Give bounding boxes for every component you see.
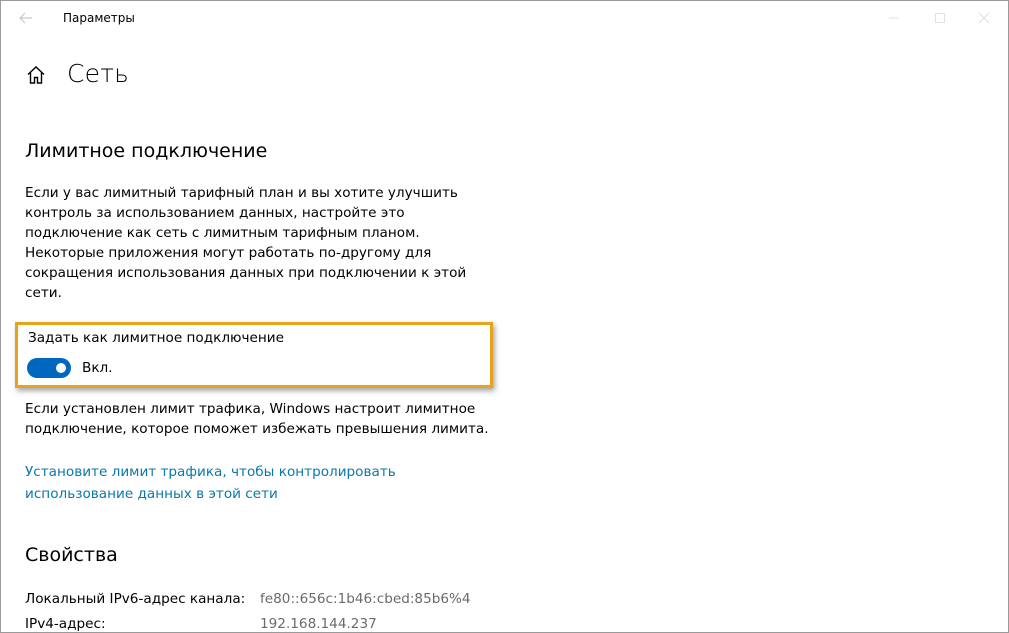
properties-section-title: Свойства	[25, 544, 118, 566]
ipv6-label: Локальный IPv6-адрес канала:	[25, 591, 246, 607]
description-line: контроль за использованием данных, настройте это	[25, 205, 405, 221]
link-line: Установите лимит трафика, чтобы контролировать	[25, 464, 396, 480]
metered-toggle-state: Вкл.	[82, 360, 113, 376]
limit-note-line: Если установлен лимит трафика, Windows настроит лимитное	[25, 401, 476, 417]
title-bar	[1, 1, 1008, 35]
back-button[interactable]	[11, 5, 41, 31]
metered-description	[25, 183, 466, 303]
home-icon	[25, 64, 47, 86]
maximize-icon	[934, 12, 946, 24]
ipv4-value: 192.168.144.237	[260, 616, 377, 632]
description-line: подключение как сеть с лимитным тарифным планом.	[25, 225, 420, 241]
metered-toggle-label: Задать как лимитное подключение	[28, 330, 284, 346]
description-line: Если у вас лимитный тарифный план и вы хотите улучшить	[25, 185, 458, 201]
app-title: Параметры	[63, 11, 135, 25]
minimize-icon	[888, 12, 900, 24]
page-title: Сеть	[67, 59, 130, 88]
link-line: использование данных в этой сети	[25, 486, 278, 502]
minimize-button[interactable]	[881, 7, 907, 29]
ipv6-value: fe80::656c:1b46:cbed:85b6%4	[260, 591, 471, 607]
close-icon	[978, 12, 990, 24]
home-button[interactable]	[25, 64, 47, 86]
set-data-limit-link[interactable]	[25, 461, 396, 505]
limit-note-line: подключение, которое поможет избежать превышения лимита.	[25, 421, 489, 437]
maximize-button[interactable]	[927, 7, 953, 29]
toggle-knob	[56, 363, 66, 373]
description-line: сети.	[25, 285, 62, 301]
metered-toggle-switch[interactable]	[27, 358, 71, 378]
description-line: Некоторые приложения могут работать по-другому для	[25, 245, 432, 261]
description-line: сокращения использования данных при подключении к этой	[25, 265, 467, 281]
metered-section-title: Лимитное подключение	[25, 140, 268, 162]
close-button[interactable]	[971, 7, 997, 29]
ipv4-label: IPv4-адрес:	[25, 616, 106, 632]
limit-note	[25, 399, 489, 439]
back-arrow-icon	[19, 12, 33, 24]
metered-toggle-highlight	[15, 322, 493, 388]
